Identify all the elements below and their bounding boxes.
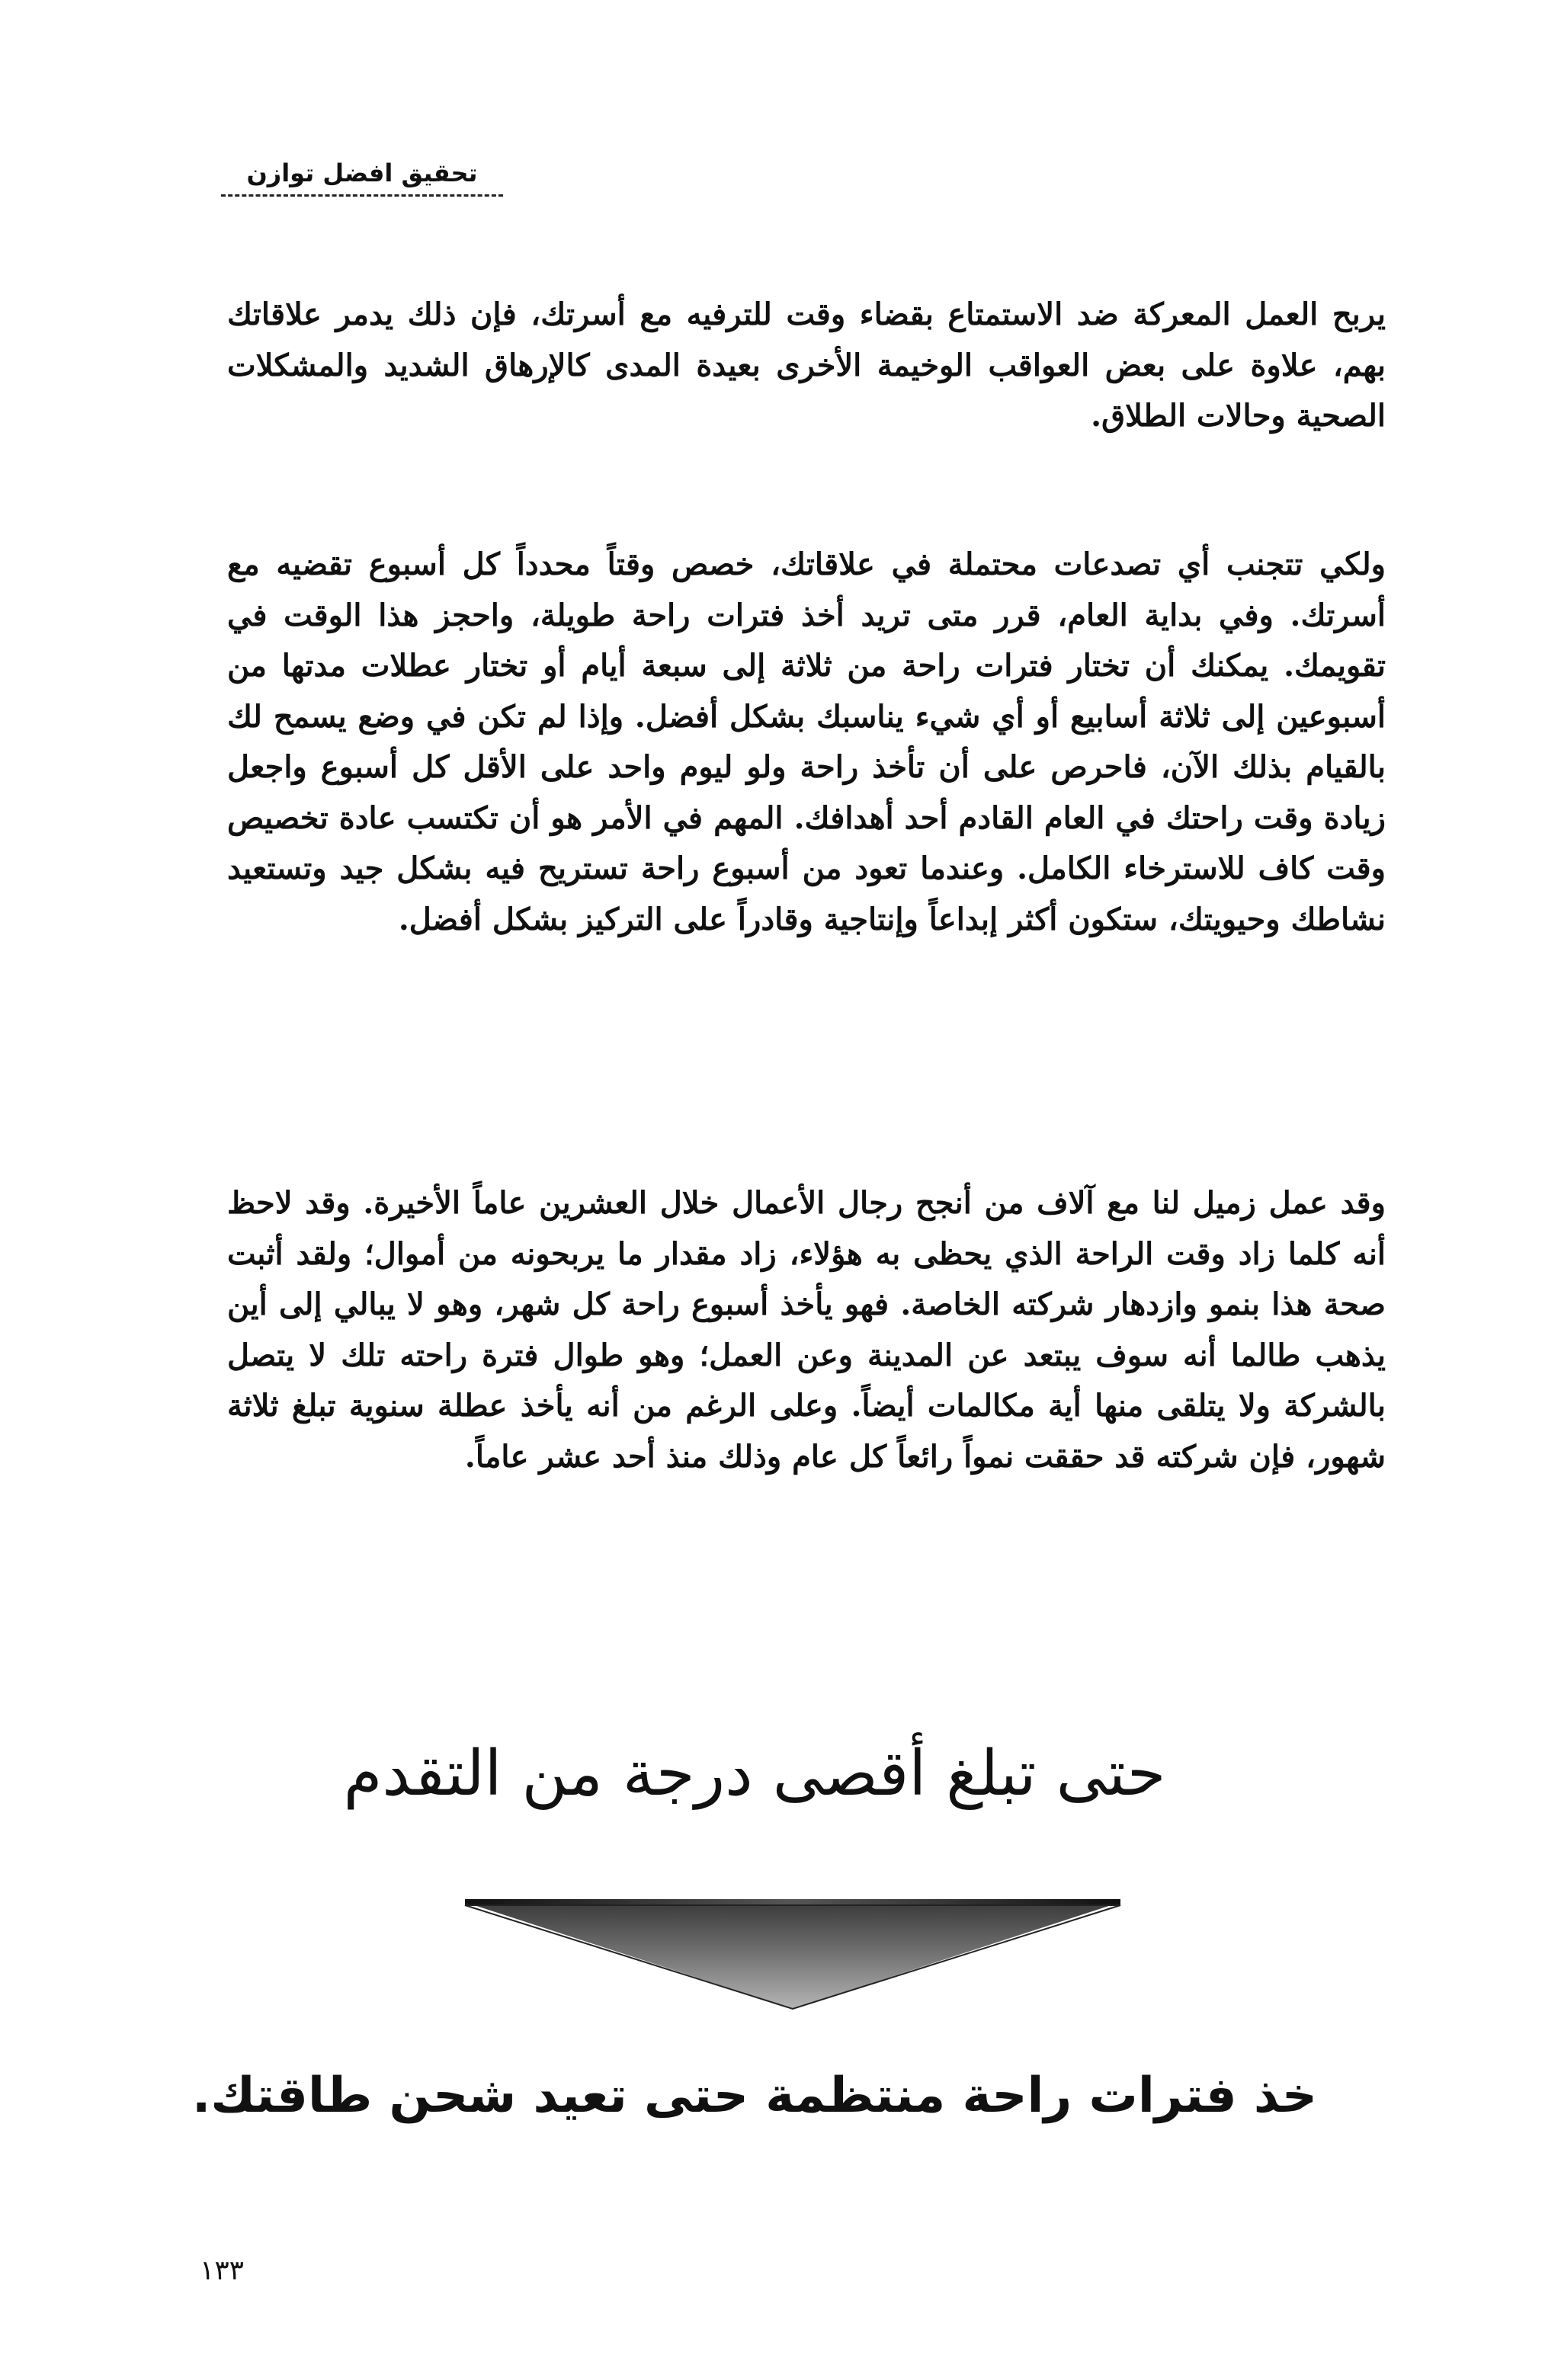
section-heading: حتى تبلغ أقصى درجة من التقدم — [343, 1738, 1166, 1810]
page-header: تحقيق افضل توازن — [221, 156, 503, 197]
downward-triangle-banner-icon — [457, 1898, 1128, 2012]
body-paragraph-1: يربح العمل المعركة ضد الاستمتاع بقضاء وقت للترفيه مع أسرتك، فإن ذلك يدمر علاقاتك بهم، علاوة على بعض العواقب الوخيمة الأخرى بعيدة المدى كالإرهاق الشديد والمشكلات الصحية وحالات الطلاق. — [227, 296, 1386, 434]
callout-text: خذ فترات راحة منتظمة حتى تعيد شحن طاقتك. — [192, 2068, 1317, 2124]
page-number: ١٣٣ — [200, 2255, 245, 2286]
body-paragraph-2: ولكي تتجنب أي تصدعات محتملة في علاقاتك، خصص وقتاً محدداً كل أسبوع تقضيه مع أسرتك. وفي بداية العام، قرر متى تريد أخذ فترات راحة طويلة، واحجز هذا الوقت في تقويمك. يمكنك أن تختار فترات راحة من ثلاثة إلى سبعة أيام أو تختار عطلات مدتها من أسبوعين إلى ثلاثة أسابيع أو أي شيء يناسبك بشكل أفضل. وإذا لم تكن في وضع يسمح لك بالقيام بذلك الآن، فاحرص على أن تأخذ راحة ولو ليوم واحد على الأقل كل أسبوع واجعل زيادة وقت راحتك في العام القادم أحد أهدافك. المهم في الأمر هو أن تكتسب عادة تخصيص وقت كاف للاسترخاء الكامل. وعندما تعود من أسبوع راحة تستريح فيه بشكل جيد وتستعيد نشاطك وحيويتك، ستكون أكثر إبداعاً وإنتاجية وقادراً على التركيز بشكل أفضل. — [227, 546, 1386, 937]
body-paragraph-3: وقد عمل زميل لنا مع آلاف من أنجح رجال الأعمال خلال العشرين عاماً الأخيرة. وقد لاحظ أنه كلما زاد وقت الراحة الذي يحظى به هؤلاء، زاد مقدار ما يربحونه من أموال؛ ولقد أثبت صحة هذا بنمو وازدهار شركته الخاصة. فهو يأخذ أسبوع راحة كل شهر، وهو لا يبالي إلى أين يذهب طالما أنه سوف يبتعد عن المدينة وعن العمل؛ وهو طوال فترة راحته تلك لا يتصل بالشركة ولا يتلقى منها أية مكالمات أيضاً. وعلى الرغم من أنه يأخذ عطلة سنوية تبلغ ثلاثة شهور، فإن شركته قد حققت نمواً رائعاً كل عام وذلك منذ أحد عشر عاماً. — [227, 1185, 1386, 1475]
